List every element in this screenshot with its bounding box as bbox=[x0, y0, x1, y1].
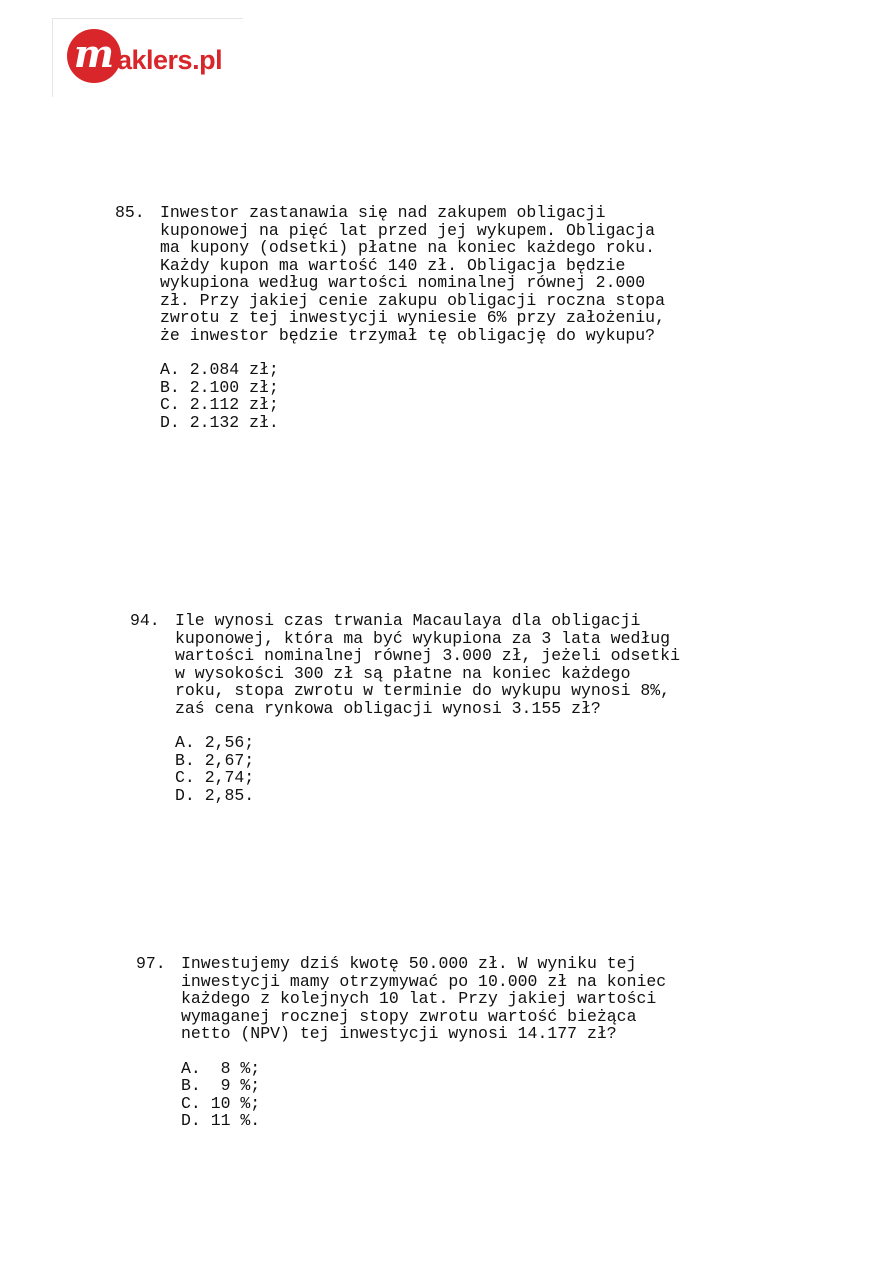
answer-option: D. 2.132 zł. bbox=[160, 412, 279, 432]
question-line: ma kupony (odsetki) płatne na koniec każdego roku. bbox=[160, 238, 656, 257]
answer-option: D. 11 %. bbox=[181, 1111, 261, 1130]
question-line: wykupiona według wartości nominalnej równej 2.000 bbox=[160, 273, 646, 292]
question-line: Inwestujemy dziś kwotę 50.000 zł. W wyniku tej bbox=[181, 954, 637, 973]
question-line: inwestycji mamy otrzymywać po 10.000 zł na koniec bbox=[181, 971, 667, 991]
answer-option: C. 10 %; bbox=[181, 1093, 261, 1113]
question-line: Każdy kupon ma wartość 140 zł. Obligacja będzie bbox=[160, 255, 626, 275]
answer-option: A. 2.084 zł; bbox=[160, 360, 279, 379]
question-line: zaś cena rynkowa obligacji wynosi 3.155 zł? bbox=[175, 698, 601, 718]
question-line: w wysokości 300 zł są płatne na koniec każdego bbox=[175, 663, 631, 683]
answer-options bbox=[175, 734, 680, 804]
logo-text: aklers.pl bbox=[117, 45, 223, 75]
question-line: kuponowej, która ma być wykupiona za 3 lata według bbox=[175, 628, 671, 648]
answer-option: B. 2.100 zł; bbox=[160, 377, 279, 397]
question-text bbox=[181, 955, 666, 1043]
question-line: Ile wynosi czas trwania Macaulaya dla obligacji bbox=[175, 611, 641, 630]
question-line: zwrotu z tej inwestycji wyniesie 6% przy założeniu, bbox=[160, 308, 665, 327]
answer-option: B. 9 %; bbox=[181, 1076, 261, 1095]
question-94 bbox=[130, 612, 680, 804]
answer-option: A. 8 %; bbox=[181, 1058, 261, 1078]
answer-option: C. 2,74; bbox=[175, 768, 255, 787]
logo-mark-icon bbox=[67, 29, 121, 83]
question-line: każdego z kolejnych 10 lat. Przy jakiej wartości bbox=[181, 989, 657, 1008]
answer-options bbox=[181, 1060, 666, 1130]
question-85 bbox=[115, 204, 665, 431]
question-number: 94. bbox=[130, 611, 160, 630]
question-number: 97. bbox=[136, 954, 166, 973]
answer-option: A. 2,56; bbox=[175, 733, 255, 752]
answer-option: B. 2,67; bbox=[175, 750, 255, 770]
question-line: roku, stopa zwrotu w terminie do wykupu wynosi 8%, bbox=[175, 681, 671, 700]
question-line: Inwestor zastanawia się nad zakupem obligacji bbox=[160, 203, 606, 222]
logo-mark-letter: m bbox=[73, 31, 115, 76]
question-line: netto (NPV) tej inwestycji wynosi 14.177 zł? bbox=[181, 1024, 617, 1043]
question-number: 85. bbox=[115, 203, 145, 222]
question-line: że inwestor będzie trzymał tę obligację do wykupu? bbox=[160, 325, 656, 345]
question-text bbox=[175, 612, 680, 717]
question-line: zł. Przy jakiej cenie zakupu obligacji roczna stopa bbox=[160, 290, 665, 310]
logo bbox=[52, 18, 243, 97]
answer-option: C. 2.112 zł; bbox=[160, 395, 279, 414]
question-text bbox=[160, 204, 665, 344]
answer-option: D. 2,85. bbox=[175, 785, 255, 805]
question-line: wymaganej rocznej stopy zwrotu wartość bieżąca bbox=[181, 1006, 637, 1026]
question-line: kuponowej na pięć lat przed jej wykupem. Obligacja bbox=[160, 220, 656, 240]
question-97 bbox=[136, 955, 666, 1130]
answer-options bbox=[160, 361, 665, 431]
question-line: wartości nominalnej równej 3.000 zł, jeżeli odsetki bbox=[175, 646, 680, 665]
